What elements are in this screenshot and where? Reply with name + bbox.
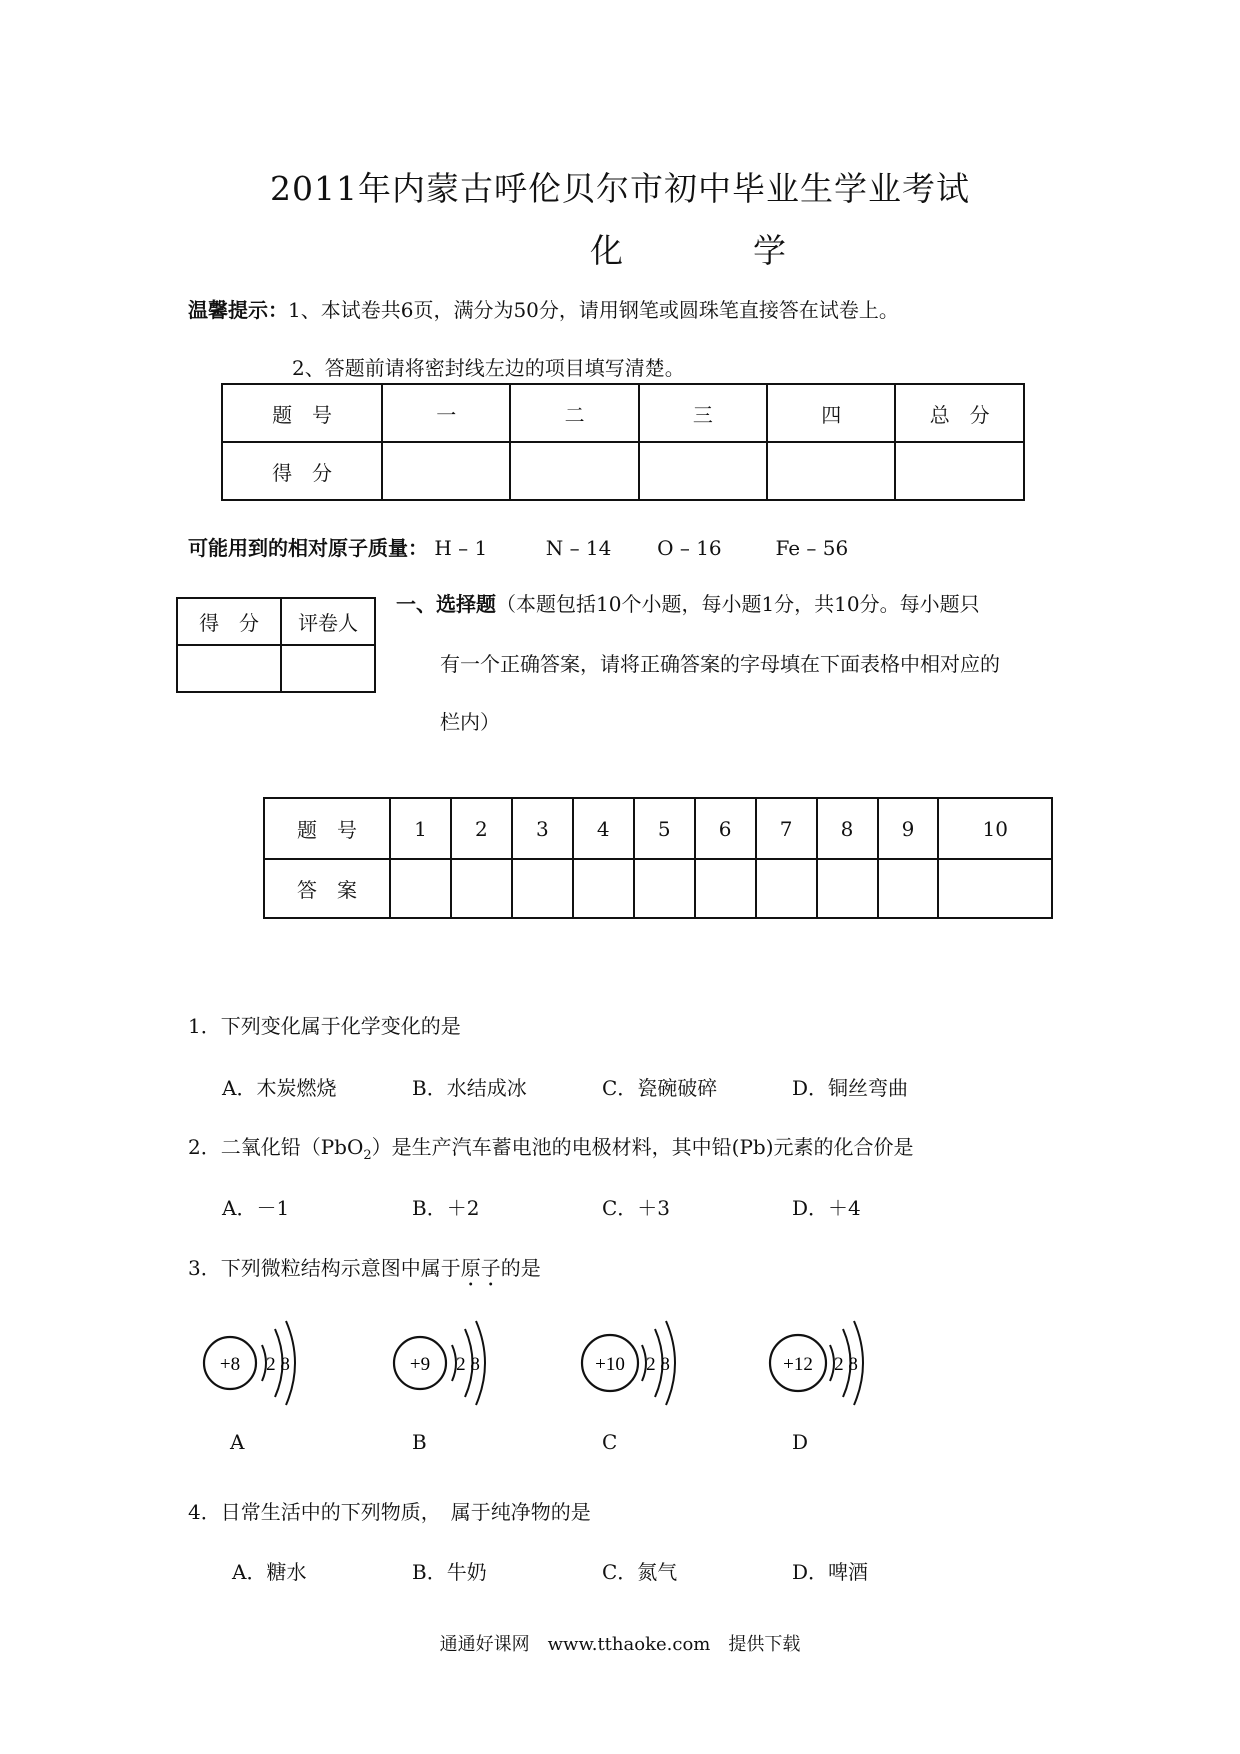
- score-cell[interactable]: [895, 442, 1024, 500]
- score-header-1: 一: [382, 384, 510, 442]
- footer-note: 通通好课网 www.tthaoke.com 提供下载: [439, 1634, 801, 1655]
- question-2-stem-pre: 2．二氧化铅（PbO: [188, 1135, 364, 1159]
- atom-diagram-d: [766, 1315, 876, 1410]
- question-2-option-a: A．－1: [222, 1196, 290, 1220]
- section1-line-3: 栏内）: [440, 710, 500, 734]
- question-2-stem: [188, 1131, 914, 1163]
- answer-header-label: 题 号: [264, 798, 390, 859]
- question-4-option-d: D．啤酒: [792, 1560, 869, 1584]
- atom-nucleus: +10: [595, 1354, 625, 1375]
- question-1-option-b: B．水结成冰: [412, 1076, 527, 1100]
- atomic-mass-item: O – 16: [657, 536, 722, 560]
- question-number: 1: [390, 798, 451, 859]
- question-3-stem: [188, 1252, 541, 1291]
- score-cell[interactable]: [767, 442, 895, 500]
- atomic-mass-item: Fe – 56: [775, 536, 849, 560]
- score-header-2: 二: [510, 384, 638, 442]
- tip-line-2: 2、答题前请将密封线左边的项目填写清楚。: [292, 356, 685, 380]
- answer-row: [264, 859, 1052, 918]
- atom-nucleus: +8: [219, 1354, 241, 1375]
- exam-subject: [590, 225, 786, 272]
- question-number: 2: [451, 798, 512, 859]
- grader-score-cell[interactable]: [177, 645, 281, 692]
- atom-nucleus: +9: [409, 1354, 431, 1375]
- question-4-option-c: C．氮气: [602, 1560, 678, 1584]
- answer-cell[interactable]: [451, 859, 512, 918]
- question-4-stem: 4．日常生活中的下列物质， 属于纯净物的是: [188, 1500, 591, 1524]
- score-header-label: 题 号: [222, 384, 382, 442]
- atomic-mass-label: 可能用到的相对原子质量：: [188, 536, 428, 560]
- answer-cell[interactable]: [573, 859, 634, 918]
- answer-cell[interactable]: [817, 859, 878, 918]
- atom-label-b: B: [412, 1430, 427, 1454]
- question-number: 3: [512, 798, 573, 859]
- question-4-option-b: B．牛奶: [412, 1560, 487, 1584]
- answer-number-row: [264, 798, 1052, 859]
- answer-cell[interactable]: [756, 859, 817, 918]
- question-number: 9: [878, 798, 939, 859]
- atom-shells: 2 8: [834, 1354, 858, 1375]
- answer-cell[interactable]: [938, 859, 1052, 918]
- exam-title: 2011年内蒙古呼伦贝尔市初中毕业生学业考试: [270, 169, 970, 208]
- answer-table: [263, 797, 1053, 919]
- question-number: 7: [756, 798, 817, 859]
- question-3-stem-pre: 3．下列微粒结构示意图中属于: [188, 1256, 461, 1280]
- question-2-option-c: C．＋3: [602, 1196, 671, 1220]
- question-2-option-b: B．＋2: [412, 1196, 480, 1220]
- grader-name-label: 评卷人: [281, 598, 375, 645]
- tip-text-1: 1、本试卷共6页，满分为50分，请用钢笔或圆珠笔直接答在试卷上。: [288, 298, 899, 322]
- score-cell[interactable]: [510, 442, 638, 500]
- atomic-mass-line: [188, 532, 848, 561]
- question-2-stem-post: ）是生产汽车蓄电池的电极材料，其中铅(Pb)元素的化合价是: [371, 1135, 914, 1159]
- question-1-option-c: C．瓷碗破碎: [602, 1076, 718, 1100]
- question-3-emphasis: 原子: [460, 1256, 501, 1280]
- atom-diagram-a: [200, 1315, 310, 1410]
- section1-line-2: 有一个正确答案，请将正确答案的字母填在下面表格中相对应的: [440, 652, 1000, 676]
- tip-label: 温馨提示：: [188, 298, 288, 322]
- score-row-label: 得 分: [222, 442, 382, 500]
- atom-diagram-c: [578, 1315, 688, 1410]
- question-number: 5: [634, 798, 695, 859]
- subject-char-2: 学: [753, 231, 786, 270]
- atom-shells: 2 8: [456, 1354, 480, 1375]
- section1-line-1: [396, 588, 980, 617]
- question-number: 8: [817, 798, 878, 859]
- subject-char-1: 化: [590, 231, 623, 270]
- question-3-stem-post: 的是: [500, 1256, 541, 1280]
- section1-label: 一、选择题: [396, 592, 496, 616]
- grader-score-label: 得 分: [177, 598, 281, 645]
- atom-diagram-b: [390, 1315, 500, 1410]
- question-number: 4: [573, 798, 634, 859]
- section1-text-1: （本题包括10个小题，每小题1分，共10分。每小题只: [496, 592, 980, 616]
- question-number: 6: [695, 798, 756, 859]
- question-number: 10: [938, 798, 1052, 859]
- answer-cell[interactable]: [878, 859, 939, 918]
- atom-shells: 2 8: [266, 1354, 290, 1375]
- score-cell[interactable]: [382, 442, 510, 500]
- score-header-total: 总 分: [895, 384, 1024, 442]
- question-2-option-d: D．＋4: [792, 1196, 861, 1220]
- grader-table: [176, 597, 376, 693]
- score-header-3: 三: [639, 384, 767, 442]
- answer-row-label: 答 案: [264, 859, 390, 918]
- atomic-mass-item: N – 14: [545, 536, 612, 560]
- question-1-stem: 1．下列变化属于化学变化的是: [188, 1014, 461, 1038]
- score-header-4: 四: [767, 384, 895, 442]
- score-cell[interactable]: [639, 442, 767, 500]
- question-1-option-d: D．铜丝弯曲: [792, 1076, 909, 1100]
- atom-shells: 2 8: [646, 1354, 670, 1375]
- answer-cell[interactable]: [512, 859, 573, 918]
- atom-label-d: D: [792, 1430, 809, 1454]
- tip-line-1: [188, 294, 899, 323]
- question-4-option-a: A．糖水: [232, 1560, 307, 1584]
- answer-cell[interactable]: [390, 859, 451, 918]
- atom-label-a: A: [230, 1430, 245, 1454]
- atomic-mass-item: H – 1: [434, 536, 488, 560]
- atom-nucleus: +12: [783, 1354, 813, 1375]
- answer-cell[interactable]: [695, 859, 756, 918]
- atom-label-c: C: [602, 1430, 618, 1454]
- question-2-subscript: 2: [363, 1148, 372, 1163]
- answer-cell[interactable]: [634, 859, 695, 918]
- score-table: [221, 383, 1025, 501]
- grader-name-cell[interactable]: [281, 645, 375, 692]
- question-1-option-a: A．木炭燃烧: [222, 1076, 337, 1100]
